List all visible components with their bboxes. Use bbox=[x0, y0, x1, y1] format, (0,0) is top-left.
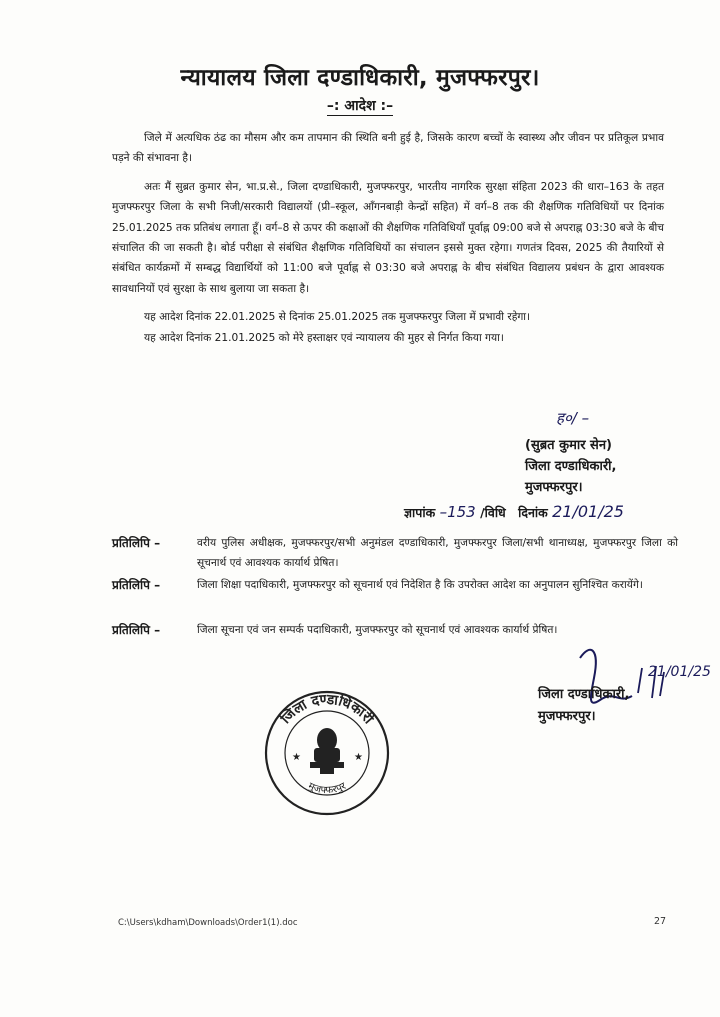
copy-2 bbox=[112, 575, 678, 595]
handwritten-date: 21/01/25 bbox=[648, 664, 711, 680]
signature-block bbox=[525, 435, 715, 498]
date-label: दिनांक bbox=[518, 505, 548, 520]
signatory-designation: जिला दण्डाधिकारी, bbox=[525, 459, 617, 474]
signatory-name: (सुब्रत कुमार सेन) bbox=[525, 438, 613, 453]
copy-text: वरीय पुलिस अधीक्षक, मुजफ्फरपुर/सभी अनुमंडल दण्डाधिकारी, मुजफ्फरपुर जिला/सभी थानाध्यक्ष, मुजफ्फरपुर जिला को सूचनार्थ एवं आवश्यक कार्यार्थ प्रेषित। bbox=[197, 537, 678, 569]
copy-text: जिला सूचना एवं जन सम्पर्क पदाधिकारी, मुजफ्फरपुर को सूचनार्थ एवं आवश्यक कार्यार्थ प्रेषित। bbox=[197, 624, 558, 636]
signatory-place: मुजफ्फरपुर। bbox=[525, 480, 583, 495]
svg-text:जिला दण्डाधिकारी bbox=[277, 692, 378, 728]
file-path: C:\Users\kdham\Downloads\Order1(1).doc bbox=[118, 918, 298, 928]
paragraph-4: यह आदेश दिनांक 21.01.2025 को मेरे हस्ताक्षर एवं न्यायालय की मुहर से निर्गत किया गया। bbox=[144, 331, 504, 344]
order-heading: –: आदेश :– bbox=[326, 98, 394, 114]
closing-signature-block bbox=[538, 684, 629, 728]
closing-place: मुजफ्फरपुर। bbox=[538, 709, 596, 724]
copy-text: जिला शिक्षा पदाधिकारी, मुजफ्फरपुर को सूचनार्थ एवं निदेशित है कि उपरोक्त आदेश का अनुपालन सुनिश्चित करायेंगे। bbox=[197, 579, 643, 591]
copy-1 bbox=[112, 533, 678, 573]
seal-star-icon: ★ bbox=[354, 752, 363, 763]
closing-designation: जिला दण्डाधिकारी, bbox=[538, 687, 630, 702]
seal-bottom-text: मुजफ्फरपुर bbox=[306, 780, 348, 797]
copy-label: प्रतिलिपि – bbox=[112, 578, 161, 592]
memo-label: ज्ञापांक bbox=[404, 505, 436, 520]
memo-reference bbox=[404, 502, 624, 521]
signature-initials: ह०/ – bbox=[556, 409, 590, 427]
copy-3 bbox=[112, 620, 678, 640]
copy-label: प्रतिलिपि – bbox=[112, 536, 161, 550]
official-seal bbox=[262, 688, 392, 818]
memo-number: –153 bbox=[439, 503, 476, 521]
emblem-icon bbox=[310, 728, 344, 774]
seal-star-icon: ★ bbox=[292, 752, 301, 763]
paragraph-3: यह आदेश दिनांक 22.01.2025 से दिनांक 25.01.2025 तक मुजफ्फरपुर जिला में प्रभावी रहेगा। bbox=[144, 311, 531, 324]
memo-date: 21/01/25 bbox=[552, 502, 624, 521]
paragraph-1: जिले में अत्यधिक ठंढ का मौसम और कम तापमान की स्थिति बनी हुई है, जिसके कारण बच्चों के स्वास्थ्य और जीवन पर प्रतिकूल प्रभाव पड़ने की संभावना है। bbox=[112, 132, 664, 165]
paragraph-2: अतः मैं सुब्रत कुमार सेन, भा.प्र.से., जिला दण्डाधिकारी, मुजफ्फरपुर, भारतीय नागरिक सुरक्षा संहिता 2023 की धारा–163 के तहत मुजफ्फरपुर जिला के सभी निजी/सरकारी विद्यालयों (प्री–स्कूल, आँगनबाड़ी केन्द्रों सहित) में वर्ग–8 तक की शैक्षणिक गतिविधियों पर दिनांक 25.01.2025 तक प्रतिबंध लगाता हूँ। वर्ग–8 से ऊपर की कक्षाओं की शैक्षणिक गतिविधियाँ पूर्वाह्न 09:00 बजे से अपराह्न 03:30 बजे के बीच संचालित की जा सकती है। बोर्ड परीक्षा से संबंधित शैक्षणिक गतिविधियों का संचालन इससे मुक्त रहेगा। गणतंत्र दिवस, 2025 की तैयारियों से संबंधित कार्यक्रमों में सम्बद्ध विद्यार्थियों को 11:00 बजे पूर्वाह्न से 03:30 बजे अपराह्न के बीच संबंधित विद्यालय प्रबंधन के द्वारा आवश्यक सावधानियों एवं सुरक्षा के साथ बुलाया जा सकता है। bbox=[112, 180, 664, 295]
vidhi-label: /विधि bbox=[480, 505, 506, 520]
svg-text:मुजफ्फरपुर bbox=[306, 781, 348, 797]
seal-top-text: जिला दण्डाधिकारी bbox=[277, 691, 377, 728]
order-body bbox=[112, 128, 664, 348]
page-number: 27 bbox=[654, 916, 667, 927]
page-title: न्यायालय जिला दण्डाधिकारी, मुजफ्फरपुर। bbox=[180, 65, 540, 91]
copy-label: प्रतिलिपि – bbox=[112, 623, 161, 637]
